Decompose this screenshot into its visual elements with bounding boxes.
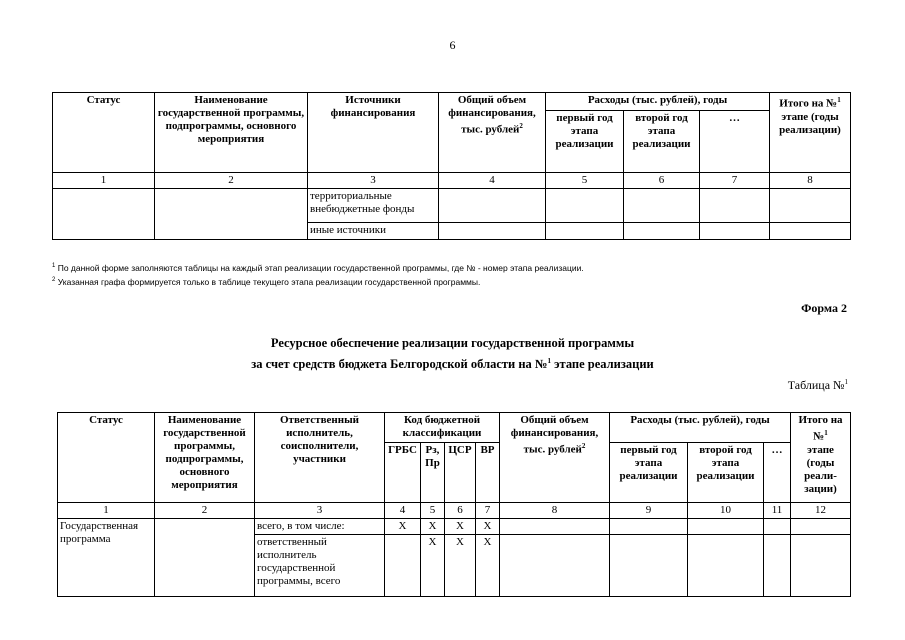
cell: [770, 189, 851, 223]
cell: [700, 189, 770, 223]
col-number: 1: [58, 503, 155, 519]
cell: [439, 189, 546, 223]
cell: [791, 535, 851, 597]
footnote-1: $^1$ По данной форме заполняются таблицы на каждый этап реализации государственной программы, где № - номер этапа реализации.: [52, 262, 584, 273]
col-number: 3: [255, 503, 385, 519]
header-csr: ЦСР: [445, 443, 476, 503]
header-sources: Источники финансирования: [308, 93, 439, 173]
header-itogo: Итого на №$^1$ этапе (годы реали-зации): [791, 413, 851, 503]
csr-cell: Х: [445, 535, 476, 597]
cell: [610, 519, 688, 535]
col-number: 5: [546, 173, 624, 189]
rz-cell: Х: [421, 519, 445, 535]
table-label: Таблица №$^1$: [787, 378, 848, 392]
cell: [688, 535, 764, 597]
column-numbers-row: [58, 503, 851, 519]
grbs-cell: [385, 535, 421, 597]
col-number: 6: [445, 503, 476, 519]
financing-sources-table: [52, 92, 851, 240]
header-year2: второй год этапа реализации: [624, 111, 700, 173]
header-rz: Рз, Пр: [421, 443, 445, 503]
col-number: 10: [688, 503, 764, 519]
cell: [439, 223, 546, 240]
grbs-cell: Х: [385, 519, 421, 535]
cell: [53, 189, 155, 240]
footnote-2: $^2$ Указанная графа формируется только в таблице текущего этапа реализации государственной программы.: [52, 276, 481, 287]
header-code: Код бюджетной классификации: [385, 413, 500, 443]
cell: [770, 223, 851, 240]
vr-cell: Х: [476, 535, 500, 597]
cell: [546, 189, 624, 223]
header-vr: ВР: [476, 443, 500, 503]
cell: [764, 519, 791, 535]
resource-provision-table: [57, 412, 851, 597]
col-number: 4: [385, 503, 421, 519]
col-number: 9: [610, 503, 688, 519]
page-number: 6: [449, 38, 456, 52]
header-status: Статус: [53, 93, 155, 173]
col-number: 3: [308, 173, 439, 189]
cell: [688, 519, 764, 535]
form-label: Форма 2: [801, 301, 847, 315]
header-status: Статус: [58, 413, 155, 503]
col-number: 8: [500, 503, 610, 519]
header-expenses: Расходы (тыс. рублей), годы: [610, 413, 791, 443]
section-title: Ресурсное обеспечение реализации государственной программы за счет средств бюджета Белгородской области на №$^1$ этапе реализации: [251, 336, 654, 372]
header-year2: второй год этапа реализации: [688, 443, 764, 503]
header-total: Общий объем финансирования, тыс. рублей$^2$: [500, 413, 610, 503]
col-number: 5: [421, 503, 445, 519]
col-number: 2: [155, 503, 255, 519]
header-grbs: ГРБС: [385, 443, 421, 503]
source-label: иные источники: [308, 223, 439, 240]
col-number: 7: [700, 173, 770, 189]
col-number: 2: [155, 173, 308, 189]
col-number: 4: [439, 173, 546, 189]
col-number: 8: [770, 173, 851, 189]
source-label: территориальные внебюджетные фонды: [308, 189, 439, 223]
vr-cell: Х: [476, 519, 500, 535]
cell: [764, 535, 791, 597]
status-cell: Государственная программа: [58, 519, 155, 597]
csr-cell: Х: [445, 519, 476, 535]
cell: [500, 519, 610, 535]
header-year1: первый год этапа реализации: [610, 443, 688, 503]
column-numbers-row: [53, 173, 851, 189]
header-responsible: Ответственный исполнитель, соисполнители, участники: [255, 413, 385, 503]
cell: [155, 189, 308, 240]
cell: [624, 223, 700, 240]
cell: [610, 535, 688, 597]
col-number: 1: [53, 173, 155, 189]
footnotes: [52, 260, 584, 288]
cell: [624, 189, 700, 223]
col-number: 12: [791, 503, 851, 519]
header-dots: …: [764, 443, 791, 503]
header-dots: …: [700, 111, 770, 173]
rz-cell: Х: [421, 535, 445, 597]
header-name: Наименование государственной программы, подпрограммы, основного мероприятия: [155, 413, 255, 503]
col-number: 7: [476, 503, 500, 519]
col-number: 11: [764, 503, 791, 519]
header-year1: первый год этапа реализации: [546, 111, 624, 173]
responsible-cell: ответственный исполнитель государственной программы, всего: [255, 535, 385, 597]
cell: [546, 223, 624, 240]
header-expenses: Расходы (тыс. рублей), годы: [546, 93, 770, 111]
table-row: [58, 519, 851, 535]
header-total: Общий объем финансирования, тыс. рублей$^2$: [439, 93, 546, 173]
responsible-cell: всего, в том числе:: [255, 519, 385, 535]
header-itogo: Итого на №$^1$ этапе (годы реализации): [770, 93, 851, 173]
col-number: 6: [624, 173, 700, 189]
table-row: [53, 189, 851, 223]
header-name: Наименование государственной программы, подпрограммы, основного мероприятия: [155, 93, 308, 173]
cell: [500, 535, 610, 597]
cell: [791, 519, 851, 535]
cell: [700, 223, 770, 240]
cell: [155, 519, 255, 597]
